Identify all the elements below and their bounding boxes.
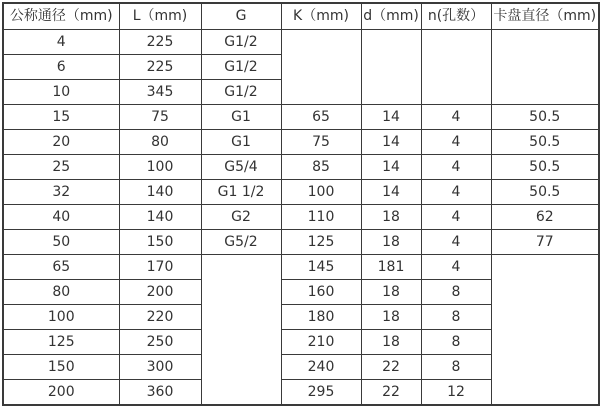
table-row <box>3 130 599 155</box>
header-cell: n(孔数） <box>421 3 491 30</box>
table-cell: G5/2 <box>201 230 281 255</box>
table-cell: 4 <box>421 230 491 255</box>
table-cell <box>361 30 421 105</box>
table-cell: 62 <box>491 205 599 230</box>
table-cell: 360 <box>119 380 201 406</box>
table-cell: 85 <box>281 155 361 180</box>
table-cell: 50.5 <box>491 155 599 180</box>
table-cell: 140 <box>119 180 201 205</box>
header-row <box>3 3 599 30</box>
table-cell <box>421 30 491 105</box>
table-cell: 65 <box>281 105 361 130</box>
table-cell: 18 <box>361 305 421 330</box>
table-cell: 200 <box>3 380 119 406</box>
spec-table-body <box>3 30 599 406</box>
table-cell: 77 <box>491 230 599 255</box>
table-cell: 240 <box>281 355 361 380</box>
table-cell <box>201 255 281 406</box>
table-cell: 170 <box>119 255 201 280</box>
table-cell: 150 <box>3 355 119 380</box>
header-cell: K（mm) <box>281 3 361 30</box>
table-cell: 75 <box>281 130 361 155</box>
header-cell: L（mm) <box>119 3 201 30</box>
table-cell: 4 <box>3 30 119 55</box>
header-cell: d（mm) <box>361 3 421 30</box>
table-cell: 4 <box>421 180 491 205</box>
table-cell: G1 <box>201 105 281 130</box>
table-cell: G1 1/2 <box>201 180 281 205</box>
table-cell: 225 <box>119 55 201 80</box>
table-row <box>3 255 599 280</box>
table-row <box>3 30 599 55</box>
table-cell: 50.5 <box>491 105 599 130</box>
table-cell: 181 <box>361 255 421 280</box>
table-cell: G2 <box>201 205 281 230</box>
table-cell: 15 <box>3 105 119 130</box>
table-cell: 300 <box>119 355 201 380</box>
table-cell: 12 <box>421 380 491 406</box>
table-cell: 110 <box>281 205 361 230</box>
table-cell: G1 <box>201 130 281 155</box>
table-cell: 14 <box>361 130 421 155</box>
table-cell: 75 <box>119 105 201 130</box>
table-cell: 8 <box>421 330 491 355</box>
table-cell: 80 <box>119 130 201 155</box>
table-cell: 40 <box>3 205 119 230</box>
table-cell: 225 <box>119 30 201 55</box>
table-row <box>3 180 599 205</box>
table-cell: 160 <box>281 280 361 305</box>
table-row <box>3 205 599 230</box>
table-cell: 145 <box>281 255 361 280</box>
table-cell: 4 <box>421 155 491 180</box>
table-cell: 18 <box>361 280 421 305</box>
table-cell: 18 <box>361 230 421 255</box>
table-cell: 80 <box>3 280 119 305</box>
table-cell: 100 <box>281 180 361 205</box>
table-cell: G5/4 <box>201 155 281 180</box>
header-cell: 卡盘直径（mm) <box>491 3 599 30</box>
table-cell <box>281 30 361 105</box>
table-cell: 180 <box>281 305 361 330</box>
table-cell: G1/2 <box>201 30 281 55</box>
table-cell: 14 <box>361 105 421 130</box>
table-cell: 4 <box>421 130 491 155</box>
header-cell: 公称通径（mm) <box>3 3 119 30</box>
table-cell: 345 <box>119 80 201 105</box>
table-cell: 100 <box>3 305 119 330</box>
spec-table <box>2 2 600 406</box>
header-cell: G <box>201 3 281 30</box>
table-cell: 50.5 <box>491 180 599 205</box>
table-cell: 220 <box>119 305 201 330</box>
table-cell: 250 <box>119 330 201 355</box>
table-cell: 4 <box>421 105 491 130</box>
table-row <box>3 155 599 180</box>
table-cell: 6 <box>3 55 119 80</box>
table-cell: 4 <box>421 255 491 280</box>
table-cell: 125 <box>281 230 361 255</box>
spec-table-head <box>3 3 599 30</box>
table-row <box>3 105 599 130</box>
table-cell: 50 <box>3 230 119 255</box>
table-cell: 18 <box>361 330 421 355</box>
table-cell: 150 <box>119 230 201 255</box>
table-cell: 8 <box>421 305 491 330</box>
table-row <box>3 230 599 255</box>
table-cell: 65 <box>3 255 119 280</box>
table-cell: 14 <box>361 155 421 180</box>
table-cell: 10 <box>3 80 119 105</box>
table-cell: 210 <box>281 330 361 355</box>
table-cell: G1/2 <box>201 80 281 105</box>
table-cell: G1/2 <box>201 55 281 80</box>
table-cell: 20 <box>3 130 119 155</box>
table-cell: 14 <box>361 180 421 205</box>
table-cell: 25 <box>3 155 119 180</box>
table-cell: 32 <box>3 180 119 205</box>
table-cell: 8 <box>421 280 491 305</box>
table-cell: 140 <box>119 205 201 230</box>
table-cell: 8 <box>421 355 491 380</box>
table-cell: 295 <box>281 380 361 406</box>
table-cell: 125 <box>3 330 119 355</box>
table-cell: 200 <box>119 280 201 305</box>
table-cell: 50.5 <box>491 130 599 155</box>
table-cell: 22 <box>361 380 421 406</box>
table-cell <box>491 30 599 105</box>
table-cell: 18 <box>361 205 421 230</box>
table-cell: 100 <box>119 155 201 180</box>
table-cell: 4 <box>421 205 491 230</box>
table-cell: 22 <box>361 355 421 380</box>
table-cell <box>491 255 599 406</box>
